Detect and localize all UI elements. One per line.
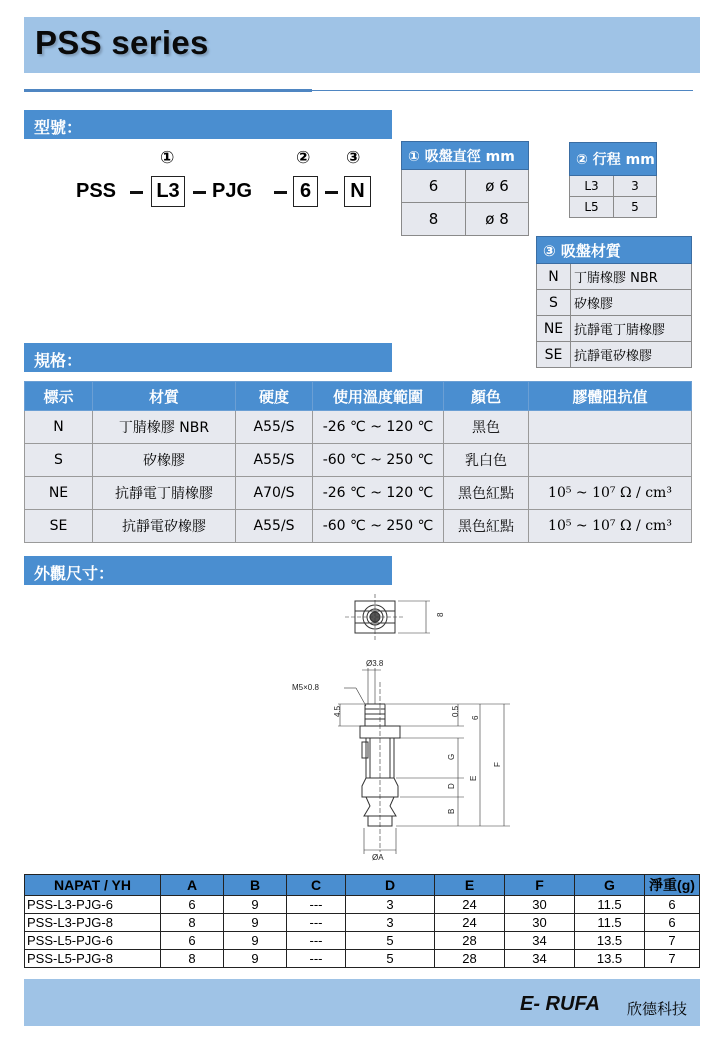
dim-cell: 5 [346,950,435,968]
material-code: NE [537,316,571,342]
dim-label-thread: M5×0.8 [292,683,319,692]
code-dash [130,191,143,194]
spec-row [25,510,692,543]
dim-header: B [224,875,287,896]
dim-cell: 9 [224,914,287,932]
diameter-table-header: ① 吸盤直徑 mm [402,142,529,170]
spec-row [25,477,692,510]
dim-label-6: 6 [471,715,480,720]
spec-color: 乳白色 [444,444,529,477]
diameter-value: ø 6 [466,170,529,203]
header-rule-thick [24,89,312,92]
stroke-value: 5 [614,197,657,218]
thread-leader [356,688,366,706]
dim-cell: 30 [505,896,575,914]
code-dash [274,191,287,194]
spec-resistance: 10⁵ ~ 10⁷ Ω / cm³ [529,477,692,510]
code-middle: PJG [212,180,253,202]
diameter-table [401,141,529,236]
spec-material: 丁腈橡膠 NBR [93,411,236,444]
brand-logo: E- RUFA [520,993,600,1015]
section-bar-dimensions [24,556,392,585]
dim-cell: --- [287,950,346,968]
code-dash [325,191,338,194]
dim-cell: 5 [346,932,435,950]
dim-header: D [346,875,435,896]
spec-mark: N [25,411,93,444]
dim-cell: 3 [346,914,435,932]
dim-label-0-5: 0.5 [451,705,460,717]
spec-mark: NE [25,477,93,510]
spec-temp: -26 ℃ ~ 120 ℃ [313,477,444,510]
dimension-table [24,874,700,968]
dim-cell: 34 [505,950,575,968]
dim-header: E [435,875,505,896]
stroke-table-header: ② 行程 mm [570,143,657,176]
dim-label-dia-top: Ø3.8 [366,659,384,668]
dim-cell: 24 [435,896,505,914]
thread-body [365,704,385,726]
dim-cell-part: PSS-L3-PJG-8 [25,914,161,932]
material-value: 抗靜電丁腈橡膠 [571,316,692,342]
table-row [25,914,700,932]
dim-cell: 11.5 [575,896,645,914]
spec-row [25,444,692,477]
dim-cell: 34 [505,932,575,950]
technical-drawing [280,592,520,864]
dim-cell: 3 [346,896,435,914]
dim-cell: 24 [435,914,505,932]
spec-material: 矽橡膠 [93,444,236,477]
section-label-model: 型號： [34,118,83,137]
dim-header: F [505,875,575,896]
spec-mark: S [25,444,93,477]
material-code: SE [537,342,571,368]
dim-cell: 13.5 [575,932,645,950]
spec-resistance: 10⁵ ~ 10⁷ Ω / cm³ [529,510,692,543]
material-value: 矽橡膠 [571,290,692,316]
code-dash [193,191,206,194]
marker-1: ① [160,148,175,168]
spec-hardness: A55/S [236,510,313,543]
dim-label-hex: 8 [436,612,445,617]
bellows-lower [364,797,396,816]
spec-temp: -26 ℃ ~ 120 ℃ [313,411,444,444]
dim-cell-part: PSS-L5-PJG-6 [25,932,161,950]
spec-mark: SE [25,510,93,543]
spec-header: 硬度 [236,382,313,411]
dim-cell-part: PSS-L3-PJG-6 [25,896,161,914]
dim-cell: 6 [161,896,224,914]
side-clip [362,742,368,758]
section-label-dimensions: 外觀尺寸： [34,564,115,583]
dim-cell: 28 [435,950,505,968]
dim-cell-part: PSS-L5-PJG-8 [25,950,161,968]
dim-cell: 9 [224,932,287,950]
stroke-value: 3 [614,176,657,197]
code-box-material: N [344,176,371,207]
diameter-code: 6 [402,170,466,203]
dim-header: C [287,875,346,896]
spec-header: 使用溫度範圍 [313,382,444,411]
spec-material: 抗靜電丁腈橡膠 [93,477,236,510]
dim-cell: --- [287,932,346,950]
dim-cell: 6 [645,896,700,914]
table-row [25,932,700,950]
material-code: N [537,264,571,290]
dim-cell: 9 [224,950,287,968]
dim-cell: 30 [505,914,575,932]
spec-row [25,411,692,444]
material-table [536,236,692,368]
table-row [25,896,700,914]
material-code: S [537,290,571,316]
section-bar-spec [24,343,392,372]
dim-cell: 7 [645,932,700,950]
spec-table [24,381,692,543]
diameter-code: 8 [402,203,466,236]
dim-header: A [161,875,224,896]
spec-color: 黑色紅點 [444,477,529,510]
spec-hardness: A55/S [236,444,313,477]
dim-cell: --- [287,914,346,932]
marker-2: ② [296,148,311,168]
spec-header: 材質 [93,382,236,411]
marker-3: ③ [346,148,361,168]
dim-label-g: G [447,753,456,760]
dim-cell: 6 [161,932,224,950]
spec-temp: -60 ℃ ~ 250 ℃ [313,444,444,477]
table-row [25,950,700,968]
header-rule-thin [312,90,693,91]
spec-color: 黑色 [444,411,529,444]
spec-temp: -60 ℃ ~ 250 ℃ [313,510,444,543]
spec-header: 顏色 [444,382,529,411]
brand-name-cn: 欣德科技 [627,1000,688,1018]
stroke-code: L5 [570,197,614,218]
dim-label-4-5: 4.5 [333,705,342,717]
material-value: 抗靜電矽橡膠 [571,342,692,368]
dim-label-b: B [447,808,456,814]
spec-header: 膠體阻抗值 [529,382,692,411]
dim-header: 淨重(g) [645,875,700,896]
code-box-diameter: 6 [293,176,318,207]
page-title: PSS series [35,24,209,61]
dim-cell: 7 [645,950,700,968]
spec-material: 抗靜電矽橡膠 [93,510,236,543]
dim-label-d: D [447,783,456,789]
code-prefix: PSS [76,180,117,202]
spec-resistance [529,444,692,477]
code-box-stroke: L3 [151,176,185,207]
dim-header: NAPAT / YH [25,875,161,896]
stroke-table [569,142,657,218]
material-table-header: ③ 吸盤材質 [537,237,692,264]
dim-header: G [575,875,645,896]
stroke-code: L3 [570,176,614,197]
diameter-value: ø 8 [466,203,529,236]
spec-hardness: A70/S [236,477,313,510]
spec-hardness: A55/S [236,411,313,444]
spec-color: 黑色紅點 [444,510,529,543]
section-label-spec: 規格： [34,351,83,370]
section-bar-model [24,110,392,139]
dim-cell: 11.5 [575,914,645,932]
dim-cell: 6 [645,914,700,932]
dim-label-e: E [469,775,478,781]
dim-cell: 8 [161,914,224,932]
dim-cell: 28 [435,932,505,950]
dim-label-dia-bottom: ØA [372,853,384,862]
dim-cell: 8 [161,950,224,968]
spec-header: 標示 [25,382,93,411]
dim-cell: 13.5 [575,950,645,968]
spec-resistance [529,411,692,444]
dim-cell: --- [287,896,346,914]
material-value: 丁腈橡膠 NBR [571,264,692,290]
dim-cell: 9 [224,896,287,914]
dim-label-f: F [493,762,502,767]
